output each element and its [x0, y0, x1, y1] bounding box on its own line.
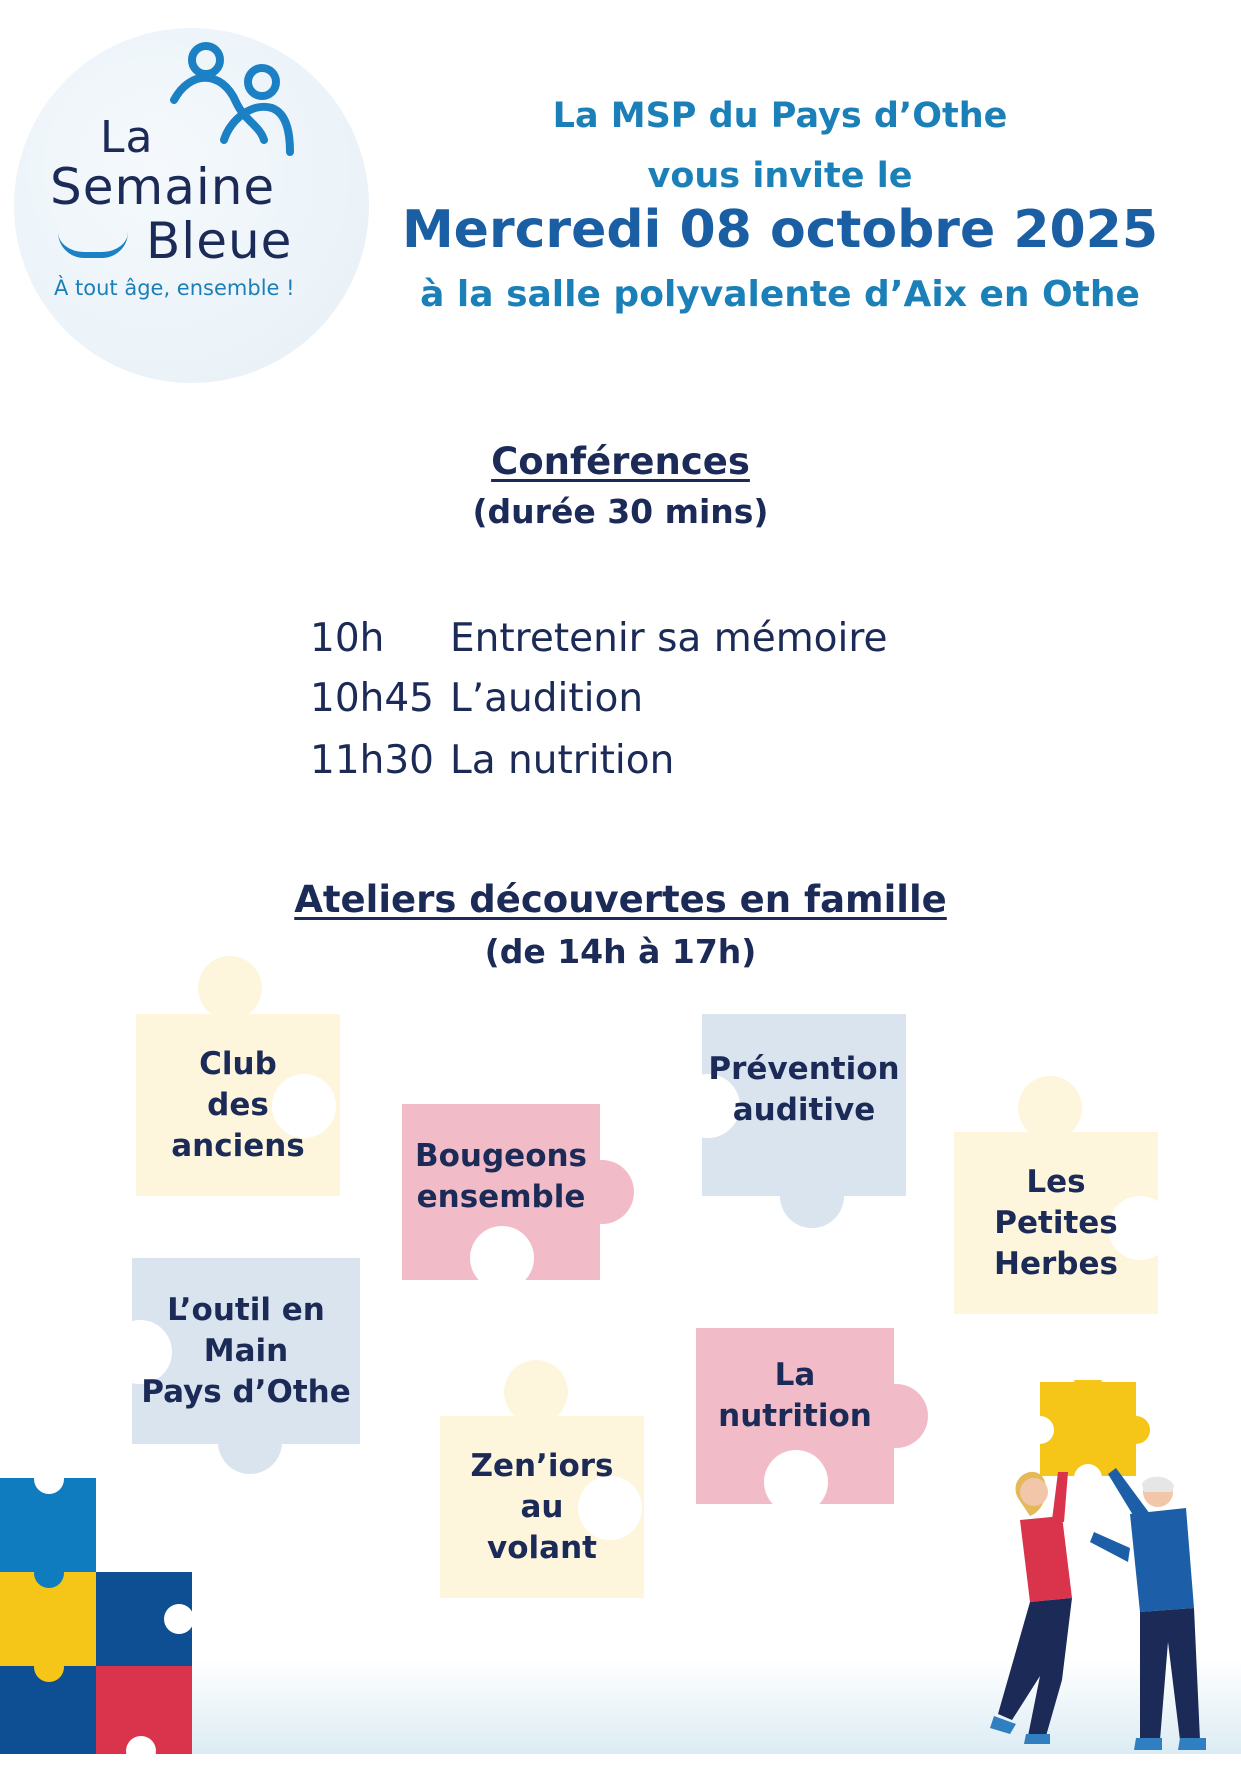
schedule-topic: Entretenir sa mémoire [450, 616, 888, 661]
ateliers-title: Ateliers découvertes en famille [294, 878, 947, 921]
atelier-label: La nutrition [718, 1357, 872, 1434]
puzzle-piece-les-petites-herbes [954, 1132, 1158, 1314]
atelier-label: Bougeons ensemble [414, 1138, 588, 1215]
schedule-time: 11h30 [310, 738, 434, 783]
puzzle-piece-club-des-anciens [136, 1014, 340, 1196]
header-date: Mercredi 08 octobre 2025 [401, 200, 1159, 260]
decorative-puzzle-block [96, 1572, 192, 1666]
logo-tagline: À tout âge, ensemble ! [54, 276, 295, 300]
schedule-time: 10h45 [310, 676, 434, 721]
decorative-puzzle-block [0, 1666, 96, 1754]
puzzle-knob [198, 956, 262, 1020]
atelier-label: Club des anciens [171, 1045, 305, 1164]
schedule-topic: La nutrition [450, 738, 675, 783]
header-host: La MSP du Pays d’Othe [552, 96, 1008, 136]
ateliers-subtitle: (de 14h à 17h) [484, 932, 757, 971]
atelier-label: Zen’iors au volant [470, 1447, 614, 1566]
schedule-row [310, 616, 888, 661]
header-venue: à la salle polyvalente d’Aix en Othe [420, 274, 1140, 315]
puzzle-piece-la-nutrition [696, 1328, 894, 1504]
logo-people-icon [160, 40, 320, 160]
logo-text-semaine: Semaine [50, 158, 276, 216]
logo-text-la: La [100, 112, 154, 163]
schedule-row [310, 738, 674, 783]
people-holding-puzzle-illustration [990, 1380, 1230, 1754]
conferences-subtitle: (durée 30 mins) [472, 492, 769, 531]
puzzle-piece-bougeons-ensemble [402, 1104, 600, 1280]
atelier-label: Prévention auditive [708, 1051, 900, 1128]
schedule-topic: L’audition [450, 676, 644, 721]
puzzle-piece-zeniors-au-volant [440, 1416, 644, 1598]
schedule-row [310, 676, 643, 721]
puzzle-notch [34, 1464, 64, 1494]
puzzle-knob [1018, 1076, 1082, 1140]
logo-text-bleue: Bleue [146, 212, 293, 270]
puzzle-notch [126, 1736, 156, 1766]
header-invite: vous invite le [647, 156, 913, 196]
puzzle-notch [164, 1604, 194, 1634]
conferences-title: Conférences [491, 440, 750, 483]
schedule-time: 10h [310, 616, 385, 661]
puzzle-knob [34, 1558, 64, 1588]
puzzle-piece-outil-en-main [132, 1258, 360, 1444]
atelier-label: L’outil en Main Pays d’Othe [141, 1291, 351, 1410]
puzzle-knob [34, 1652, 64, 1682]
puzzle-piece-prevention-auditive [702, 1014, 906, 1196]
decorative-puzzle-block [96, 1666, 192, 1754]
atelier-label: Les Petites Herbes [994, 1163, 1118, 1282]
puzzle-knob [504, 1360, 568, 1424]
